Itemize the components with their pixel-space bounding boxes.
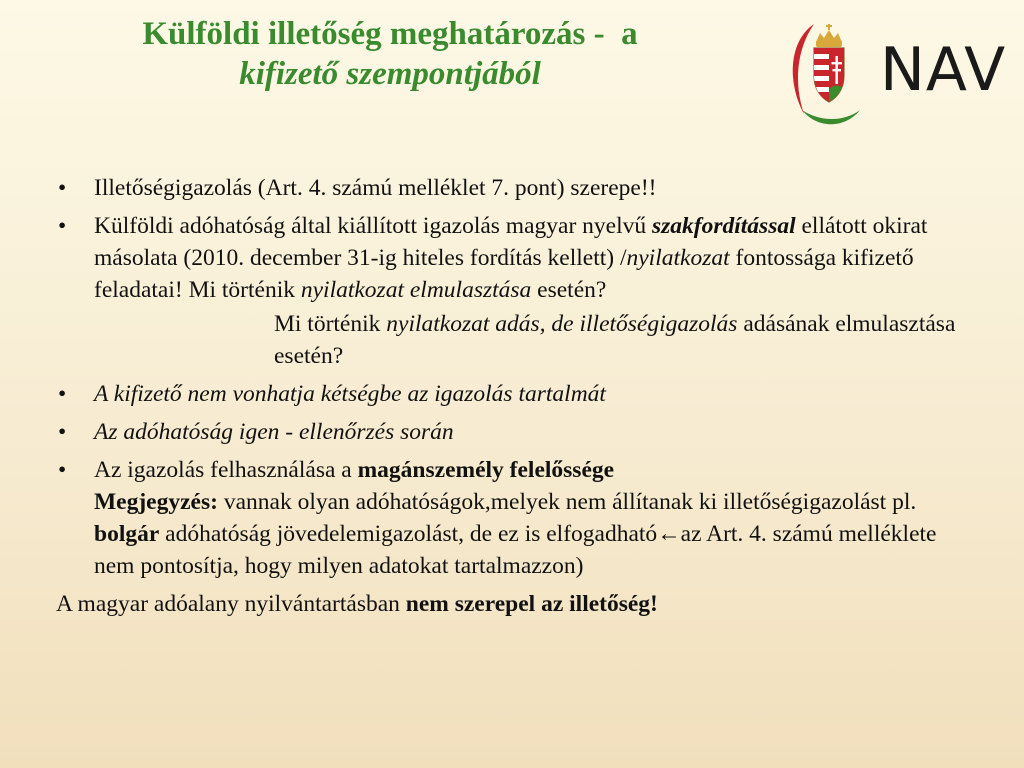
list-item xyxy=(56,416,956,448)
hungarian-coat-of-arms-icon xyxy=(784,18,874,128)
slide-title xyxy=(30,14,750,94)
emphasis-text: nyilatkozat adás, de illetőségigazolás xyxy=(386,311,738,337)
bullet-text: Az adóhatóság igen - ellenőrzés során xyxy=(94,419,454,445)
emphasis-text: nem szerepel az illetőség! xyxy=(405,591,658,617)
list-item xyxy=(56,378,956,410)
emphasis-text: szakfordítással xyxy=(651,213,796,239)
emphasis-text: nyilatkozat xyxy=(626,245,730,271)
nav-logo-text: NAV xyxy=(880,35,1007,105)
note-label: Megjegyzés: xyxy=(94,489,218,515)
bullet-text: Illetőségigazolás (Art. 4. számú melléklet 7. pont) szerepe!! xyxy=(94,175,657,201)
bullet-text: fontossága kifizető feladatai! Mi történik xyxy=(94,245,914,303)
closing-line xyxy=(56,588,956,620)
closing-text: A magyar adóalany nyilvántartásban xyxy=(56,591,406,617)
bullet-text: adóhatóság jövedelemigazolást, de ez is elfogadható←az Art. 4. számú melléklete nem pontosítja, hogy milyen adatokat tartalmazzon) xyxy=(94,521,937,579)
bullet-text: vannak olyan adóhatóságok,melyek nem állítanak ki illetőségigazolást pl. xyxy=(217,489,917,515)
bullet-text: Külföldi adóhatóság által kiállított igazolás magyar nyelvű xyxy=(94,213,652,239)
emphasis-text: magánszemély felelőssége xyxy=(357,457,615,483)
bullet-text: esetén? xyxy=(531,277,607,303)
bullet-text: A kifizető nem vonhatja kétségbe az igazolás tartalmát xyxy=(94,381,606,407)
list-item xyxy=(56,454,956,582)
list-item xyxy=(56,210,956,372)
title-line-1: Külföldi illetőség meghatározás - a xyxy=(142,16,638,52)
emphasis-text: bolgár xyxy=(94,521,160,547)
slide-body xyxy=(56,172,956,620)
bullet-text: Az igazolás felhasználása a xyxy=(94,457,358,483)
sub-text: Mi történik xyxy=(274,311,387,337)
list-item xyxy=(56,172,956,204)
title-line-2: kifizető szempontjából xyxy=(239,56,541,92)
bullet-list xyxy=(56,172,956,582)
nav-logo xyxy=(784,18,1007,128)
sub-text: adásának elmulasztása esetén? xyxy=(274,311,956,369)
bullet-text: ellátott okirat másolata (2010. december 31-ig hiteles fordítás kellett) / xyxy=(94,213,928,271)
emphasis-text: nyilatkozat elmulasztása xyxy=(300,277,532,303)
sub-paragraph xyxy=(94,308,956,372)
